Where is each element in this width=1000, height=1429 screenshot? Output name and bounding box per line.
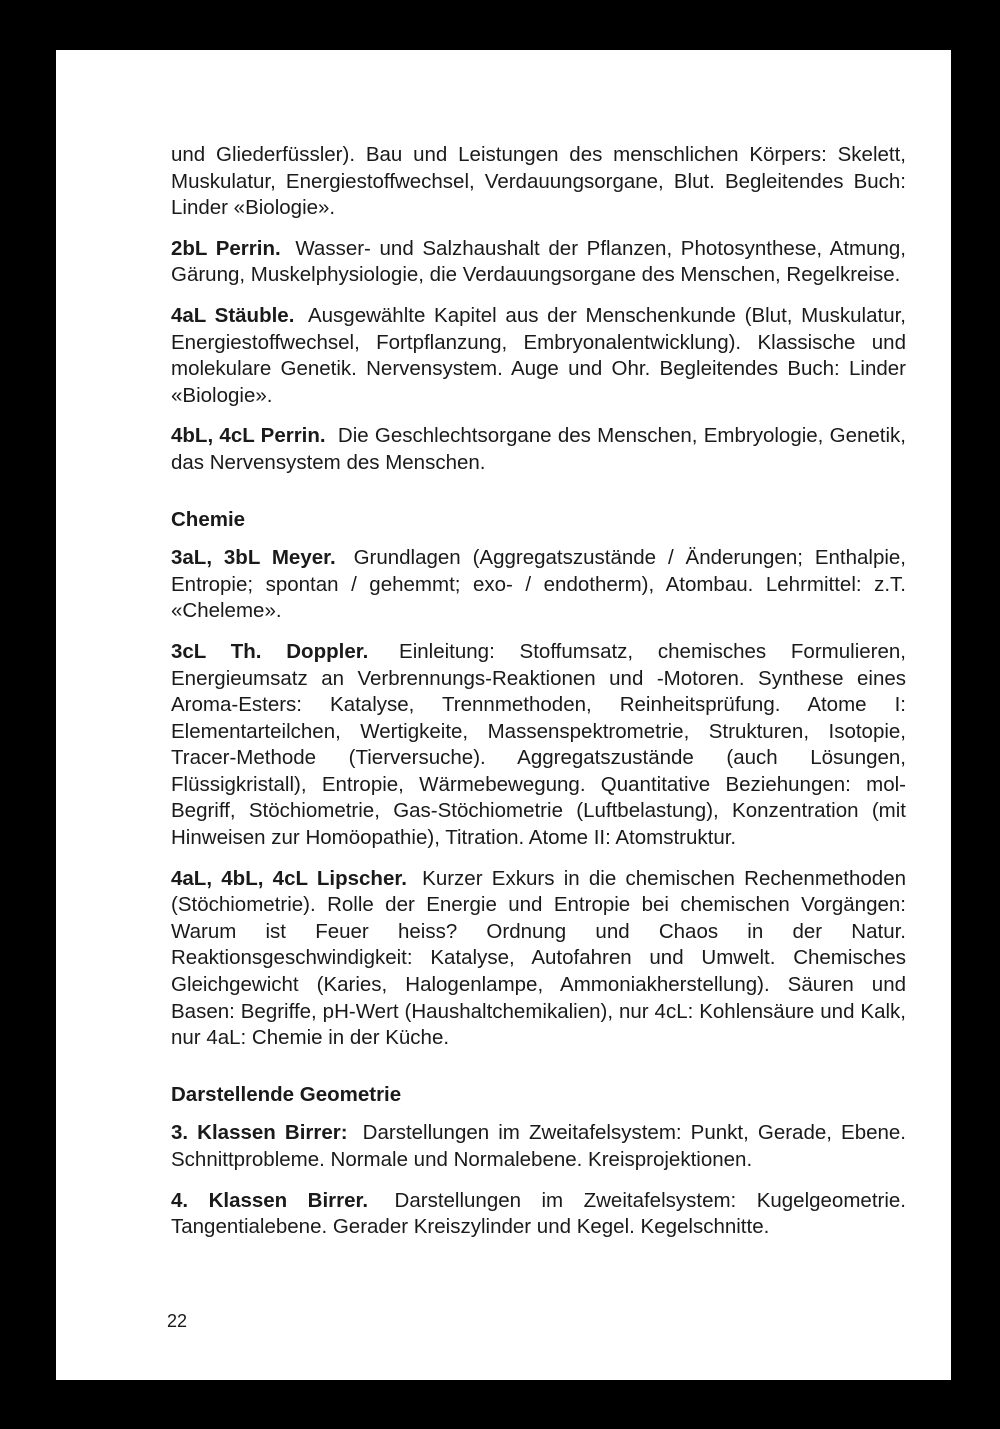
- section-heading-chemie: Chemie: [171, 507, 246, 531]
- course-lead: 3aL, 3bL Meyer.: [171, 546, 336, 570]
- course-entry-4-klassen: [171, 1188, 906, 1241]
- page-content: [171, 142, 906, 1255]
- course-lead: 3cL Th. Doppler.: [171, 639, 369, 663]
- course-description: Die Geschlechtsorgane des Menschen, Embryologie, Genetik, das Nervensystem des Menschen.: [171, 424, 906, 474]
- course-lead: 4aL Stäuble.: [171, 303, 295, 327]
- course-lead: 3. Klassen Birrer:: [171, 1121, 348, 1145]
- biology-intro-paragraph: und Gliederfüssler). Bau und Leistungen des menschlichen Körpers: Skelett, Muskulatur, Energiestoffwechsel, Verdauungsorgane, Blut. Begleitendes Buch: Linder «Biologie».: [171, 143, 906, 220]
- course-entry-4al-4bl-4cl: [171, 866, 906, 1052]
- course-description: Wasser- und Salzhaushalt der Pflanzen, Photosynthese, Atmung, Gärung, Muskelphysiologie, die Verdauungsorgane des Menschen, Regelkreise.: [171, 236, 906, 287]
- course-description: Einleitung: Stoffumsatz, chemisches Formulieren, Energieumsatz an Verbrennungs-Reaktionen und -Motoren. Synthese eines Aroma-Esters: Katalyse, Trennmethoden, Reinheitsprüfung. Atome I: Elementarteilchen, Wertigkeite, Massenspektrometrie, Strukturen, Isotopie, Tracer-Methode (Tierversuche). Aggregatszustände (auch Lösungen, Flüssigkristall), Entropie, Wärmebewegung. Quantitative Beziehungen: mol-Begriff, Stöchiometrie, Gas-Stöchiometrie (Luftbelastung), Konzentration (mit Hinweisen zur Homöopathie), Titration. Atome II: Atomstruktur.: [171, 639, 906, 850]
- document-page: [56, 50, 951, 1380]
- course-entry-2bl: [171, 236, 906, 289]
- course-entry-3al-3bl: [171, 545, 906, 625]
- course-entry-4al: [171, 303, 906, 409]
- course-entry-4bl-4cl: [171, 423, 906, 476]
- course-description: Darstellungen im Zweitafelsystem: Kugelgeometrie. Tangentialebene. Gerader Kreiszylinder und Kegel. Kegelschnitte.: [171, 1188, 906, 1239]
- section-heading-geometrie: Darstellende Geometrie: [171, 1082, 402, 1106]
- course-description: Ausgewählte Kapitel aus der Menschenkunde (Blut, Muskulatur, Energiestoffwechsel, Fortpflanzung, Embryonalentwicklung). Klassische und molekulare Genetik. Nervensystem. Auge und Ohr. Begleitendes Buch: Linder «Biologie».: [171, 303, 906, 407]
- course-description: Kurzer Exkurs in die chemischen Rechenmethoden (Stöchiometrie). Rolle der Energie und Entropie bei chemischen Vorgängen: Warum ist Feuer heiss? Ordnung und Chaos in der Natur. Reaktionsgeschwindigkeit: Katalyse, Autofahren und Umwelt. Chemisches Gleichgewicht (Karies, Halogenlampe, Ammoniakherstellung). Säuren und Basen: Begriffe, pH-Wert (Haushaltchemikalien), nur 4cL: Kohlensäure und Kalk, nur 4aL: Chemie in der Küche.: [171, 866, 906, 1050]
- course-entry-3-klassen: [171, 1120, 906, 1173]
- page-number: 22: [167, 1311, 188, 1331]
- course-lead: 2bL Perrin.: [171, 236, 281, 260]
- course-lead: 4bL, 4cL Perrin.: [171, 424, 326, 448]
- course-entry-3cl: [171, 639, 906, 852]
- course-lead: 4. Klassen Birrer.: [171, 1188, 369, 1212]
- course-description: Darstellungen im Zweitafelsystem: Punkt, Gerade, Ebene. Schnittprobleme. Normale und Normalebene. Kreisprojektionen.: [171, 1121, 907, 1171]
- course-lead: 4aL, 4bL, 4cL Lipscher.: [171, 866, 407, 890]
- course-description: Grundlagen (Aggregatszustände / Änderungen; Enthalpie, Entropie; spontan / gehemmt; exo- / endotherm), Atombau. Lehrmittel: z.T. «Cheleme».: [171, 546, 906, 623]
